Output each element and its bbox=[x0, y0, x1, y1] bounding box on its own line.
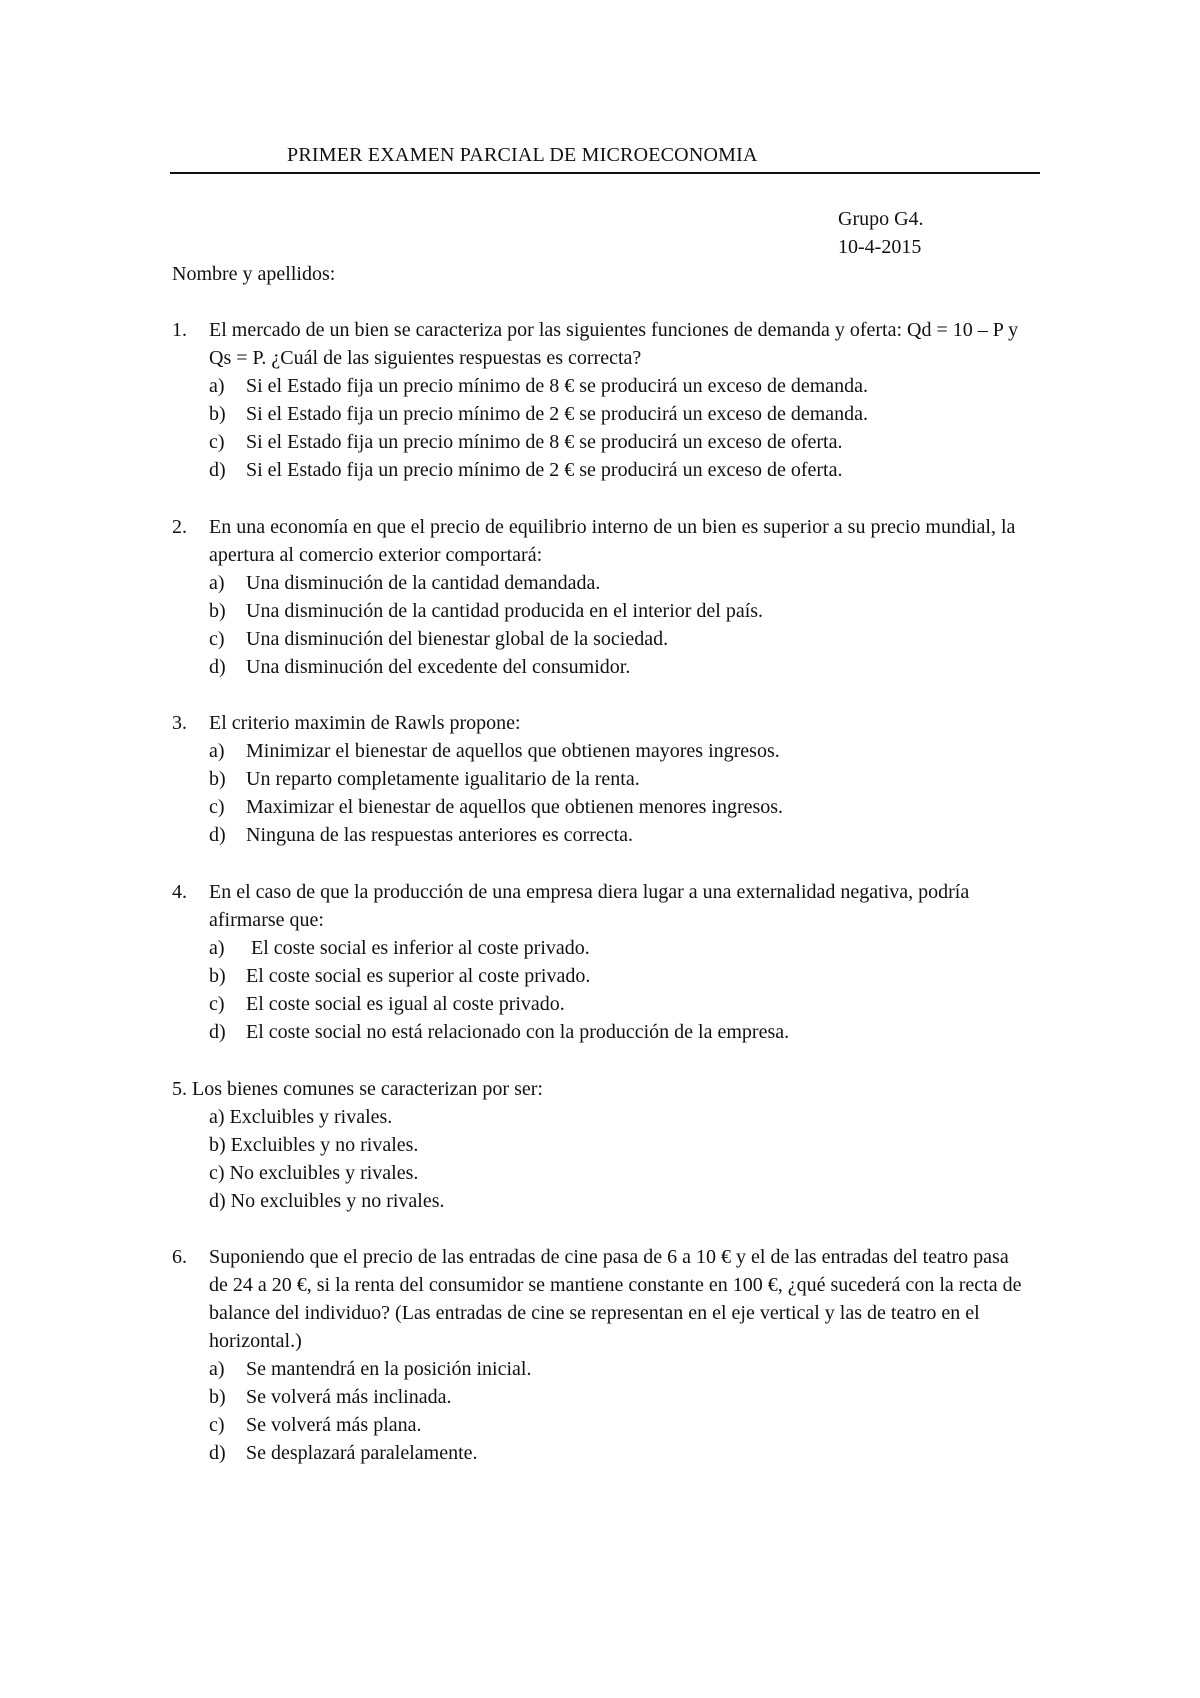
question-text: En una economía en que el precio de equilibrio interno de un bien es superior a su precio mundial, la apertura al comercio exterior comportará: bbox=[209, 516, 1016, 566]
question-text bbox=[172, 1075, 1032, 1103]
option-letter: a) bbox=[209, 375, 225, 397]
option-c bbox=[209, 625, 1032, 653]
option-letter: b) bbox=[209, 768, 226, 790]
option-b bbox=[209, 962, 1032, 990]
option-text: Una disminución del bienestar global de la sociedad. bbox=[246, 628, 669, 650]
option-letter: b) bbox=[209, 1134, 226, 1156]
option-text: El coste social es igual al coste privado. bbox=[246, 993, 565, 1015]
option-text: Se volverá más inclinada. bbox=[246, 1386, 452, 1408]
option-d bbox=[209, 1187, 1032, 1215]
option-letter: d) bbox=[209, 1442, 226, 1464]
option-b bbox=[209, 400, 1032, 428]
option-text: Maximizar el bienestar de aquellos que obtienen menores ingresos. bbox=[246, 796, 784, 818]
question-5 bbox=[172, 1075, 1032, 1215]
question-text: Suponiendo que el precio de las entradas de cine pasa de 6 a 10 € y el de las entradas del teatro pasa de 24 a 20 €, si la renta del consumidor se mantiene constante en 100 €, ¿qué sucederá con la recta de balance del individuo? (Las entradas de cine se representan en el eje vertical y las de teatro en el horizontal.) bbox=[209, 1246, 1022, 1352]
group-date-block bbox=[838, 205, 924, 261]
question-4 bbox=[172, 878, 1032, 1046]
option-letter: c) bbox=[209, 993, 225, 1015]
question-number: 2. bbox=[172, 516, 187, 538]
option-letter: d) bbox=[209, 1021, 226, 1043]
question-body: Los bienes comunes se caracterizan por ser: bbox=[192, 1078, 543, 1100]
option-b bbox=[209, 597, 1032, 625]
option-letter: c) bbox=[209, 1414, 225, 1436]
option-text: No excluibles y rivales. bbox=[229, 1162, 419, 1184]
option-b bbox=[209, 1131, 1032, 1159]
question-number: 3. bbox=[172, 712, 187, 734]
option-letter: b) bbox=[209, 403, 226, 425]
option-text: Una disminución de la cantidad producida en el interior del país. bbox=[246, 600, 764, 622]
group-label: Grupo G4. bbox=[838, 208, 924, 230]
option-letter: c) bbox=[209, 431, 225, 453]
option-letter: a) bbox=[209, 1106, 225, 1128]
option-a bbox=[209, 737, 1032, 765]
option-letter: d) bbox=[209, 824, 226, 846]
question-3 bbox=[172, 709, 1032, 849]
option-a bbox=[209, 1355, 1032, 1383]
option-letter: b) bbox=[209, 1386, 226, 1408]
option-c bbox=[209, 1159, 1032, 1187]
exam-date: 10-4-2015 bbox=[838, 236, 922, 258]
option-text: Si el Estado fija un precio mínimo de 8 € se producirá un exceso de oferta. bbox=[246, 431, 843, 453]
option-c bbox=[209, 1411, 1032, 1439]
option-a bbox=[209, 569, 1032, 597]
page-title: PRIMER EXAMEN PARCIAL DE MICROECONOMIA bbox=[287, 144, 758, 166]
option-text: Excluibles y no rivales. bbox=[230, 1134, 419, 1156]
option-a bbox=[209, 372, 1032, 400]
option-d bbox=[209, 456, 1032, 484]
question-2 bbox=[172, 513, 1032, 681]
option-text: El coste social es inferior al coste privado. bbox=[246, 937, 590, 959]
option-c bbox=[209, 990, 1032, 1018]
option-b bbox=[209, 1383, 1032, 1411]
option-letter: a) bbox=[209, 572, 225, 594]
option-c bbox=[209, 793, 1032, 821]
option-text: Se desplazará paralelamente. bbox=[246, 1442, 478, 1464]
option-text: El coste social no está relacionado con la producción de la empresa. bbox=[246, 1021, 790, 1043]
option-b bbox=[209, 765, 1032, 793]
option-letter: d) bbox=[209, 656, 226, 678]
option-text: Una disminución del excedente del consumidor. bbox=[246, 656, 631, 678]
name-label: Nombre y apellidos: bbox=[172, 263, 336, 285]
option-text: Un reparto completamente igualitario de la renta. bbox=[246, 768, 640, 790]
option-text: Excluibles y rivales. bbox=[229, 1106, 393, 1128]
option-text: Ninguna de las respuestas anteriores es correcta. bbox=[246, 824, 634, 846]
option-letter: b) bbox=[209, 965, 226, 987]
option-text: Minimizar el bienestar de aquellos que obtienen mayores ingresos. bbox=[246, 740, 780, 762]
question-number: 4. bbox=[172, 881, 187, 903]
option-letter: a) bbox=[209, 937, 225, 959]
option-text: El coste social es superior al coste privado. bbox=[246, 965, 591, 987]
question-text: En el caso de que la producción de una empresa diera lugar a una externalidad negativa, podría afirmarse que: bbox=[209, 881, 970, 931]
title-rule bbox=[170, 172, 1040, 174]
question-number: 5. bbox=[172, 1078, 187, 1100]
option-c bbox=[209, 428, 1032, 456]
option-letter: c) bbox=[209, 628, 225, 650]
option-letter: b) bbox=[209, 600, 226, 622]
option-d bbox=[209, 1439, 1032, 1467]
option-a bbox=[209, 934, 1032, 962]
option-text: Se mantendrá en la posición inicial. bbox=[246, 1358, 532, 1380]
option-text: Una disminución de la cantidad demandada. bbox=[246, 572, 601, 594]
option-text: Si el Estado fija un precio mínimo de 2 € se producirá un exceso de demanda. bbox=[246, 403, 869, 425]
option-d bbox=[209, 821, 1032, 849]
question-text: El mercado de un bien se caracteriza por las siguientes funciones de demanda y oferta: Qd = 10 – P y Qs = P. ¿Cuál de las siguientes respuestas es correcta? bbox=[209, 319, 1019, 369]
question-1 bbox=[172, 316, 1032, 484]
option-text: Si el Estado fija un precio mínimo de 8 € se producirá un exceso de demanda. bbox=[246, 375, 869, 397]
option-text: Si el Estado fija un precio mínimo de 2 € se producirá un exceso de oferta. bbox=[246, 459, 843, 481]
question-text: El criterio maximin de Rawls propone: bbox=[209, 712, 521, 734]
question-6 bbox=[172, 1243, 1032, 1467]
option-a bbox=[209, 1103, 1032, 1131]
option-letter: a) bbox=[209, 1358, 225, 1380]
option-letter: c) bbox=[209, 796, 225, 818]
option-d bbox=[209, 653, 1032, 681]
option-text: Se volverá más plana. bbox=[246, 1414, 422, 1436]
question-number: 6. bbox=[172, 1246, 187, 1268]
option-letter: d) bbox=[209, 1190, 226, 1212]
option-text: No excluibles y no rivales. bbox=[230, 1190, 445, 1212]
option-letter: d) bbox=[209, 459, 226, 481]
option-letter: c) bbox=[209, 1162, 225, 1184]
option-letter: a) bbox=[209, 740, 225, 762]
question-number: 1. bbox=[172, 319, 187, 341]
option-d bbox=[209, 1018, 1032, 1046]
